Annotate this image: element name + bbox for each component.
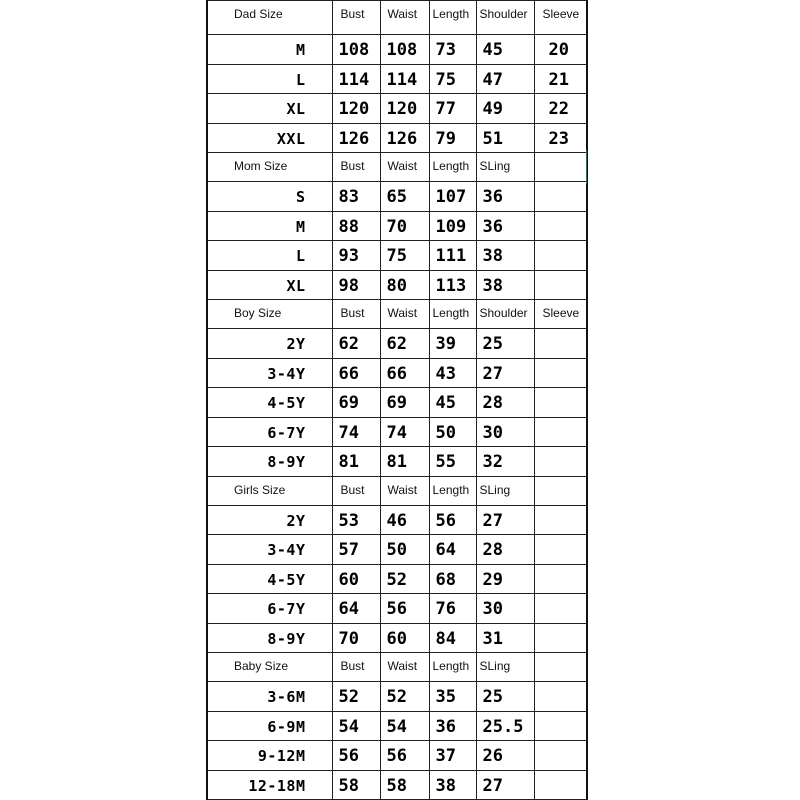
cell-size: 8-9Y xyxy=(207,623,332,653)
table-row xyxy=(207,535,587,565)
cell-bust: 57 xyxy=(332,535,380,565)
cell-size: L xyxy=(207,241,332,271)
header-cell-col4: SLing xyxy=(476,476,534,505)
cell-length: 39 xyxy=(429,329,476,359)
table-row xyxy=(207,505,587,535)
cell-length: 56 xyxy=(429,505,476,535)
cell-col5 xyxy=(534,329,587,359)
cell-col5 xyxy=(534,182,587,212)
cell-waist: 46 xyxy=(380,505,429,535)
cell-col4: 32 xyxy=(476,447,534,477)
header-cell-col5 xyxy=(534,476,587,505)
cell-waist: 56 xyxy=(380,741,429,771)
cell-col4: 38 xyxy=(476,241,534,271)
cell-size: L xyxy=(207,64,332,94)
cell-col5 xyxy=(534,388,587,418)
cell-bust: 52 xyxy=(332,682,380,712)
cell-bust: 81 xyxy=(332,447,380,477)
header-cell-size: Girls Size xyxy=(207,476,332,505)
table-row xyxy=(207,711,587,741)
cell-length: 107 xyxy=(429,182,476,212)
header-cell-waist: Waist xyxy=(380,1,429,35)
cell-col4: 27 xyxy=(476,505,534,535)
cell-col5 xyxy=(534,594,587,624)
cell-col5 xyxy=(534,417,587,447)
cell-col5 xyxy=(534,564,587,594)
cell-waist: 69 xyxy=(380,388,429,418)
cell-waist: 74 xyxy=(380,417,429,447)
cell-size: 3-4Y xyxy=(207,535,332,565)
cell-waist: 65 xyxy=(380,182,429,212)
cell-length: 36 xyxy=(429,711,476,741)
cell-col4: 27 xyxy=(476,358,534,388)
table-row xyxy=(207,35,587,65)
cell-bust: 66 xyxy=(332,358,380,388)
header-cell-bust: Bust xyxy=(332,300,380,329)
cell-length: 35 xyxy=(429,682,476,712)
cell-waist: 120 xyxy=(380,94,429,124)
cell-col4: 30 xyxy=(476,417,534,447)
cell-col4: 25.5 xyxy=(476,711,534,741)
cell-waist: 81 xyxy=(380,447,429,477)
table-row xyxy=(207,417,587,447)
cell-col4: 36 xyxy=(476,211,534,241)
cell-waist: 52 xyxy=(380,564,429,594)
cell-size: M xyxy=(207,35,332,65)
cell-length: 76 xyxy=(429,594,476,624)
header-cell-waist: Waist xyxy=(380,653,429,682)
header-cell-length: Length xyxy=(429,300,476,329)
header-cell-waist: Waist xyxy=(380,153,429,182)
cell-col4: 29 xyxy=(476,564,534,594)
cell-col5: 20 xyxy=(534,35,587,65)
cell-waist: 126 xyxy=(380,123,429,153)
table-row xyxy=(207,623,587,653)
cell-waist: 54 xyxy=(380,711,429,741)
cell-length: 50 xyxy=(429,417,476,447)
cell-col5: 21 xyxy=(534,64,587,94)
cell-col4: 28 xyxy=(476,388,534,418)
cell-size: XL xyxy=(207,94,332,124)
table-row xyxy=(207,594,587,624)
cell-waist: 70 xyxy=(380,211,429,241)
cell-col4: 28 xyxy=(476,535,534,565)
cell-size: 12-18M xyxy=(207,770,332,800)
cell-size: 3-4Y xyxy=(207,358,332,388)
table-row xyxy=(207,211,587,241)
header-cell-bust: Bust xyxy=(332,1,380,35)
cell-bust: 98 xyxy=(332,270,380,300)
cell-length: 77 xyxy=(429,94,476,124)
header-cell-col4: Shoulder xyxy=(476,300,534,329)
header-cell-length: Length xyxy=(429,1,476,35)
table-row xyxy=(207,182,587,212)
cell-col5 xyxy=(534,711,587,741)
table-row xyxy=(207,770,587,800)
cell-bust: 114 xyxy=(332,64,380,94)
cell-col5 xyxy=(534,623,587,653)
girls-header-row xyxy=(207,476,587,505)
header-cell-col5 xyxy=(534,653,587,682)
table-row xyxy=(207,94,587,124)
header-cell-size: Boy Size xyxy=(207,300,332,329)
table-row xyxy=(207,564,587,594)
cell-bust: 53 xyxy=(332,505,380,535)
cell-waist: 62 xyxy=(380,329,429,359)
cell-col5 xyxy=(534,535,587,565)
edge-mark xyxy=(586,150,590,184)
cell-waist: 58 xyxy=(380,770,429,800)
cell-bust: 93 xyxy=(332,241,380,271)
cell-bust: 58 xyxy=(332,770,380,800)
cell-length: 43 xyxy=(429,358,476,388)
cell-waist: 56 xyxy=(380,594,429,624)
table-row xyxy=(207,358,587,388)
cell-size: M xyxy=(207,211,332,241)
cell-size: 8-9Y xyxy=(207,447,332,477)
cell-length: 38 xyxy=(429,770,476,800)
cell-bust: 83 xyxy=(332,182,380,212)
header-cell-col5: Sleeve xyxy=(534,1,587,35)
cell-col4: 30 xyxy=(476,594,534,624)
table-row xyxy=(207,241,587,271)
dad-header-row xyxy=(207,1,587,35)
cell-length: 113 xyxy=(429,270,476,300)
table-row xyxy=(207,388,587,418)
cell-col5 xyxy=(534,241,587,271)
cell-col4: 25 xyxy=(476,682,534,712)
boy-header-row xyxy=(207,300,587,329)
cell-col5 xyxy=(534,741,587,771)
cell-waist: 75 xyxy=(380,241,429,271)
table-row xyxy=(207,270,587,300)
cell-waist: 80 xyxy=(380,270,429,300)
cell-length: 84 xyxy=(429,623,476,653)
cell-size: 6-9M xyxy=(207,711,332,741)
cell-waist: 114 xyxy=(380,64,429,94)
cell-size: XL xyxy=(207,270,332,300)
cell-col4: 38 xyxy=(476,270,534,300)
cell-col5 xyxy=(534,770,587,800)
cell-waist: 66 xyxy=(380,358,429,388)
cell-bust: 88 xyxy=(332,211,380,241)
header-cell-length: Length xyxy=(429,653,476,682)
cell-bust: 120 xyxy=(332,94,380,124)
cell-col4: 31 xyxy=(476,623,534,653)
baby-header-row xyxy=(207,653,587,682)
cell-waist: 60 xyxy=(380,623,429,653)
cell-length: 64 xyxy=(429,535,476,565)
cell-col4: 26 xyxy=(476,741,534,771)
header-cell-col5: Sleeve xyxy=(534,300,587,329)
header-cell-bust: Bust xyxy=(332,476,380,505)
cell-col4: 45 xyxy=(476,35,534,65)
cell-length: 79 xyxy=(429,123,476,153)
size-chart-table xyxy=(206,0,588,800)
cell-col5 xyxy=(534,682,587,712)
header-cell-waist: Waist xyxy=(380,476,429,505)
cell-bust: 69 xyxy=(332,388,380,418)
cell-col5 xyxy=(534,358,587,388)
header-cell-waist: Waist xyxy=(380,300,429,329)
header-cell-col4: SLing xyxy=(476,153,534,182)
cell-length: 37 xyxy=(429,741,476,771)
cell-length: 68 xyxy=(429,564,476,594)
cell-size: 4-5Y xyxy=(207,388,332,418)
cell-size: S xyxy=(207,182,332,212)
cell-bust: 62 xyxy=(332,329,380,359)
cell-size: 6-7Y xyxy=(207,594,332,624)
cell-bust: 108 xyxy=(332,35,380,65)
header-cell-size: Baby Size xyxy=(207,653,332,682)
cell-length: 55 xyxy=(429,447,476,477)
cell-bust: 60 xyxy=(332,564,380,594)
cell-waist: 50 xyxy=(380,535,429,565)
cell-bust: 70 xyxy=(332,623,380,653)
table-row xyxy=(207,447,587,477)
mom-header-row xyxy=(207,153,587,182)
cell-col5 xyxy=(534,505,587,535)
cell-size: XXL xyxy=(207,123,332,153)
cell-col5: 23 xyxy=(534,123,587,153)
cell-length: 73 xyxy=(429,35,476,65)
header-cell-col4: SLing xyxy=(476,653,534,682)
cell-col4: 49 xyxy=(476,94,534,124)
header-cell-bust: Bust xyxy=(332,653,380,682)
cell-bust: 54 xyxy=(332,711,380,741)
cell-size: 3-6M xyxy=(207,682,332,712)
cell-col4: 47 xyxy=(476,64,534,94)
header-cell-length: Length xyxy=(429,153,476,182)
cell-col4: 27 xyxy=(476,770,534,800)
cell-waist: 52 xyxy=(380,682,429,712)
cell-col4: 36 xyxy=(476,182,534,212)
cell-size: 2Y xyxy=(207,505,332,535)
cell-size: 4-5Y xyxy=(207,564,332,594)
header-cell-bust: Bust xyxy=(332,153,380,182)
header-cell-length: Length xyxy=(429,476,476,505)
header-cell-col5 xyxy=(534,153,587,182)
table-row xyxy=(207,64,587,94)
cell-col5 xyxy=(534,270,587,300)
cell-bust: 126 xyxy=(332,123,380,153)
table-row xyxy=(207,123,587,153)
cell-size: 9-12M xyxy=(207,741,332,771)
table-row xyxy=(207,329,587,359)
cell-waist: 108 xyxy=(380,35,429,65)
cell-length: 45 xyxy=(429,388,476,418)
cell-length: 109 xyxy=(429,211,476,241)
table-row xyxy=(207,741,587,771)
header-cell-size: Mom Size xyxy=(207,153,332,182)
cell-size: 6-7Y xyxy=(207,417,332,447)
cell-bust: 64 xyxy=(332,594,380,624)
header-cell-col4: Shoulder xyxy=(476,1,534,35)
cell-col5 xyxy=(534,211,587,241)
cell-col4: 51 xyxy=(476,123,534,153)
cell-bust: 56 xyxy=(332,741,380,771)
cell-bust: 74 xyxy=(332,417,380,447)
cell-size: 2Y xyxy=(207,329,332,359)
cell-length: 75 xyxy=(429,64,476,94)
table-row xyxy=(207,682,587,712)
header-cell-size: Dad Size xyxy=(207,1,332,35)
cell-length: 111 xyxy=(429,241,476,271)
cell-col5 xyxy=(534,447,587,477)
cell-col5: 22 xyxy=(534,94,587,124)
cell-col4: 25 xyxy=(476,329,534,359)
